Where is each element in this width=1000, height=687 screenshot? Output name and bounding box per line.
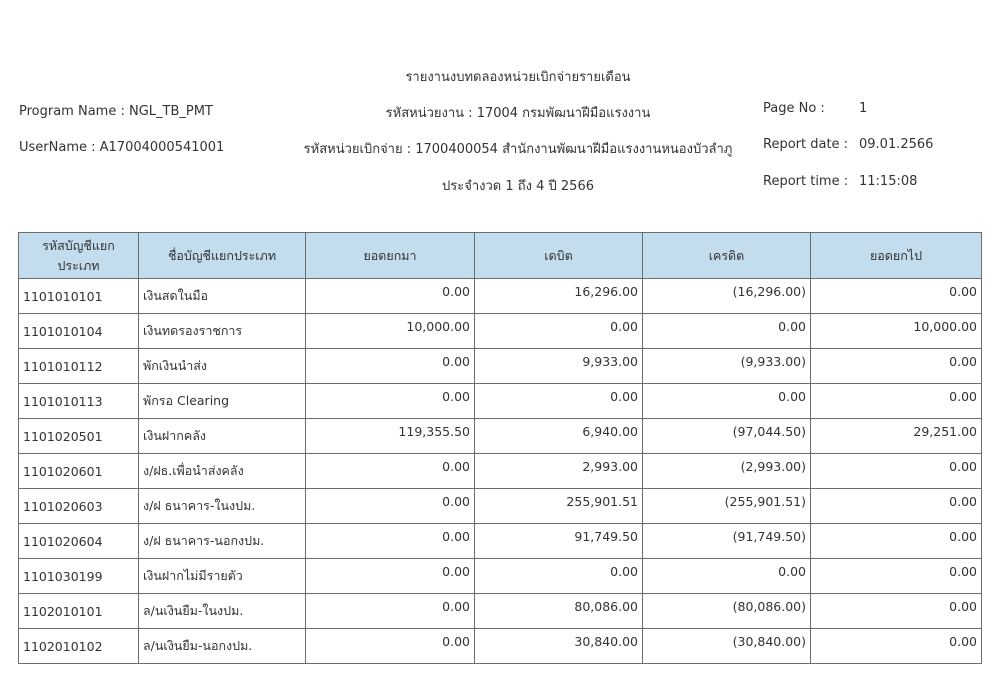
- carried-forward-cell: 0.00: [811, 524, 982, 559]
- account-name-cell: ง/ฝธ.เพื่อนำส่งคลัง: [139, 454, 306, 489]
- report-period-line: ประจำงวด 1 ถึง 4 ปี 2566: [442, 179, 594, 194]
- column-header-account-name: ชื่อบัญชีแยกประเภท: [139, 233, 306, 279]
- account-code-cell: 1101020501: [19, 419, 139, 454]
- debit-cell: 30,840.00: [475, 629, 643, 664]
- debit-cell: 6,940.00: [475, 419, 643, 454]
- report-date-value: 09.01.2566: [859, 137, 934, 152]
- credit-cell: 0.00: [643, 559, 811, 594]
- carried-forward-cell: 0.00: [811, 454, 982, 489]
- carried-forward-cell: 0.00: [811, 489, 982, 524]
- user-name: UserName : A17004000541001: [19, 140, 225, 155]
- table-row: [19, 594, 982, 629]
- account-name-cell: เงินทดรองราชการ: [139, 314, 306, 349]
- brought-forward-cell: 0.00: [306, 384, 475, 419]
- credit-cell: (255,901.51): [643, 489, 811, 524]
- credit-cell: 0.00: [643, 384, 811, 419]
- brought-forward-cell: 0.00: [306, 454, 475, 489]
- table-row: [19, 559, 982, 594]
- carried-forward-cell: 0.00: [811, 629, 982, 664]
- account-code-cell: 1101020603: [19, 489, 139, 524]
- brought-forward-cell: 0.00: [306, 524, 475, 559]
- report-time-label: Report time :: [763, 174, 849, 189]
- carried-forward-cell: 0.00: [811, 594, 982, 629]
- account-name-cell: ล/นเงินยืม-นอกงปม.: [139, 629, 306, 664]
- page-no-label: Page No :: [763, 101, 825, 116]
- credit-cell: (9,933.00): [643, 349, 811, 384]
- table-row: [19, 524, 982, 559]
- table-row: [19, 454, 982, 489]
- account-code-cell: 1102010102: [19, 629, 139, 664]
- carried-forward-cell: 0.00: [811, 349, 982, 384]
- report-date-label: Report date :: [763, 137, 849, 152]
- credit-cell: (30,840.00): [643, 629, 811, 664]
- debit-cell: 0.00: [475, 384, 643, 419]
- brought-forward-cell: 0.00: [306, 349, 475, 384]
- table-row: [19, 629, 982, 664]
- debit-cell: 0.00: [475, 559, 643, 594]
- credit-cell: (91,749.50): [643, 524, 811, 559]
- table-row: [19, 419, 982, 454]
- debit-cell: 0.00: [475, 314, 643, 349]
- report-time-value: 11:15:08: [859, 174, 918, 189]
- column-header-carried-forward: ยอดยกไป: [811, 233, 982, 279]
- table-row: [19, 384, 982, 419]
- account-code-cell: 1101010112: [19, 349, 139, 384]
- account-name-cell: เงินฝากไม่มีรายตัว: [139, 559, 306, 594]
- account-name-cell: ล/นเงินยืม-ในงปม.: [139, 594, 306, 629]
- brought-forward-cell: 0.00: [306, 279, 475, 314]
- column-header-account-code: รหัสบัญชีแยกประเภท: [19, 233, 139, 279]
- carried-forward-cell: 29,251.00: [811, 419, 982, 454]
- report-title: รายงานงบทดลองหน่วยเบิกจ่ายรายเดือน: [405, 70, 631, 85]
- account-code-cell: 1101010113: [19, 384, 139, 419]
- account-name-cell: ง/ฝ ธนาคาร-นอกงปม.: [139, 524, 306, 559]
- table-row: [19, 349, 982, 384]
- account-code-cell: 1102010101: [19, 594, 139, 629]
- trial-balance-table: [18, 232, 982, 664]
- brought-forward-cell: 0.00: [306, 594, 475, 629]
- credit-cell: (80,086.00): [643, 594, 811, 629]
- credit-cell: (16,296.00): [643, 279, 811, 314]
- agency-code-line: รหัสหน่วยงาน : 17004 กรมพัฒนาฝีมือแรงงาน: [385, 106, 651, 121]
- column-header-credit: เครดิต: [643, 233, 811, 279]
- brought-forward-cell: 0.00: [306, 489, 475, 524]
- debit-cell: 2,993.00: [475, 454, 643, 489]
- carried-forward-cell: 10,000.00: [811, 314, 982, 349]
- brought-forward-cell: 0.00: [306, 559, 475, 594]
- column-header-debit: เดบิต: [475, 233, 643, 279]
- table-header-row: [19, 233, 982, 279]
- carried-forward-cell: 0.00: [811, 559, 982, 594]
- credit-cell: (2,993.00): [643, 454, 811, 489]
- debit-cell: 91,749.50: [475, 524, 643, 559]
- account-code-cell: 1101020604: [19, 524, 139, 559]
- account-code-cell: 1101010101: [19, 279, 139, 314]
- account-name-cell: พักรอ Clearing: [139, 384, 306, 419]
- account-name-cell: เงินฝากคลัง: [139, 419, 306, 454]
- brought-forward-cell: 119,355.50: [306, 419, 475, 454]
- page-no-value: 1: [859, 101, 868, 116]
- table-row: [19, 489, 982, 524]
- table-row: [19, 314, 982, 349]
- account-name-cell: พักเงินนำส่ง: [139, 349, 306, 384]
- brought-forward-cell: 10,000.00: [306, 314, 475, 349]
- brought-forward-cell: 0.00: [306, 629, 475, 664]
- table-row: [19, 279, 982, 314]
- program-name: Program Name : NGL_TB_PMT: [19, 104, 213, 119]
- debit-cell: 9,933.00: [475, 349, 643, 384]
- column-header-brought-forward: ยอดยกมา: [306, 233, 475, 279]
- account-name-cell: เงินสดในมือ: [139, 279, 306, 314]
- account-name-cell: ง/ฝ ธนาคาร-ในงปม.: [139, 489, 306, 524]
- carried-forward-cell: 0.00: [811, 384, 982, 419]
- debit-cell: 255,901.51: [475, 489, 643, 524]
- credit-cell: (97,044.50): [643, 419, 811, 454]
- account-code-cell: 1101010104: [19, 314, 139, 349]
- debit-cell: 16,296.00: [475, 279, 643, 314]
- carried-forward-cell: 0.00: [811, 279, 982, 314]
- account-code-cell: 1101030199: [19, 559, 139, 594]
- debit-cell: 80,086.00: [475, 594, 643, 629]
- account-code-cell: 1101020601: [19, 454, 139, 489]
- disbursing-unit-line: รหัสหน่วยเบิกจ่าย : 1700400054 สำนักงานพัฒนาฝีมือแรงงานหนองบัวลำภู: [303, 142, 733, 157]
- credit-cell: 0.00: [643, 314, 811, 349]
